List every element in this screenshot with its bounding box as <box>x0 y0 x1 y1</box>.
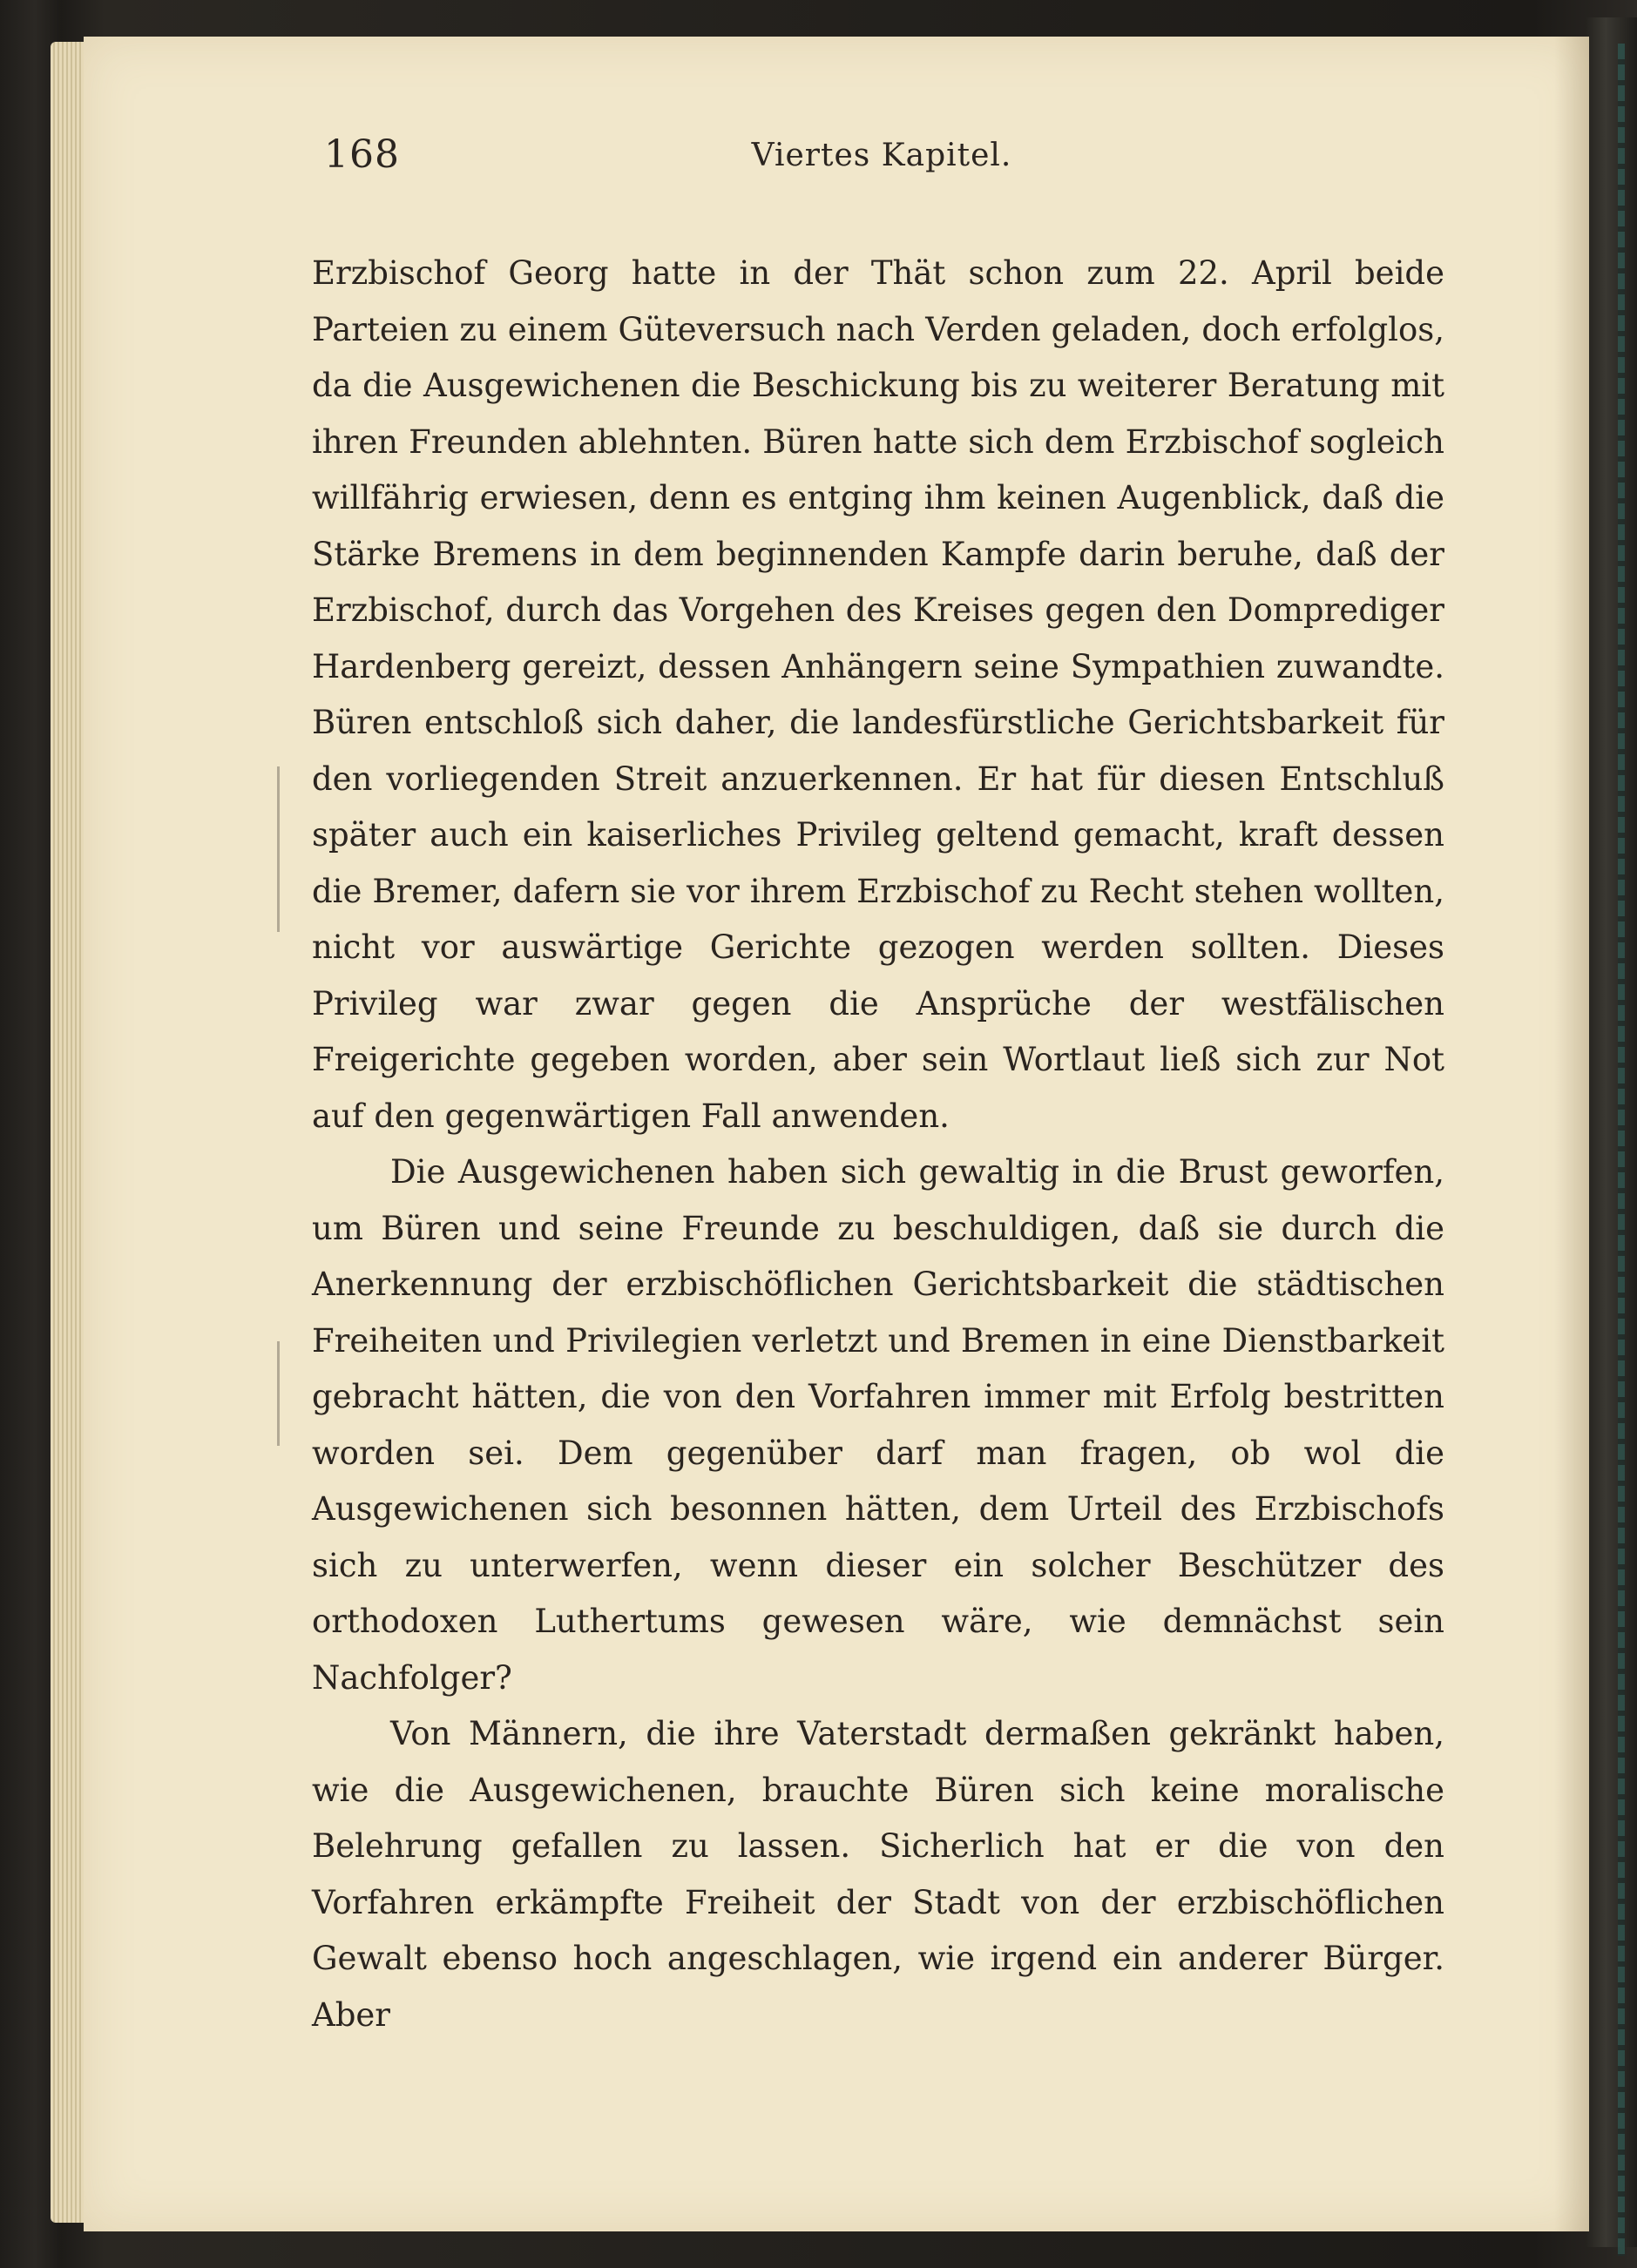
page-body <box>312 246 1444 2043</box>
paragraph-1: Erzbischof Georg hatte in der Thät schon zum 22. April beide Parteien zu einem Güteversuch nach Verden geladen, doch erfolglos, da die Ausgewichenen die Beschickung bis zu weiterer Beratung mit ihren Freunden ablehnten. Büren hatte sich dem Erzbischof sogleich willfährig erwiesen, denn es entging ihm keinen Augenblick, daß die Stärke Bremens in dem beginnenden Kampfe darin beruhe, daß der Erzbischof, durch das Vorgehen des Kreises gegen den Domprediger Hardenberg gereizt, dessen Anhängern seine Sympathien zuwandte. Büren entschloß sich daher, die landesfürstliche Gerichtsbarkeit für den vorliegenden Streit anzuerkennen. Er hat für diesen Entschluß später auch ein kaiserliches Privileg geltend gemacht, kraft dessen die Bremer, dafern sie vor ihrem Erzbischof zu Recht stehen wollten, nicht vor auswärtige Gerichte gezogen werden sollten. Dieses Privileg war zwar gegen die Ansprüche der westfälischen Freigerichte gegeben worden, aber sein Wortlaut ließ sich zur Not auf den gegenwärtigen Fall anwenden. <box>312 254 1444 1135</box>
paragraph-3: Von Männern, die ihre Vaterstadt dermaßen gekränkt haben, wie die Ausgewichenen, brauchte Büren sich keine moralische Belehrung gefallen zu lassen. Sicherlich hat er die von den Vorfahren erkämpfte Freiheit der Stadt von der erzbischöflichen Gewalt ebenso hoch angeschlagen, wie irgend ein anderer Bürger. Aber <box>312 1715 1444 2034</box>
page-number: 168 <box>324 132 400 177</box>
book-cover-right-edge <box>1585 17 1637 2247</box>
pencil-margin-mark <box>277 766 280 932</box>
running-head: Viertes Kapitel. <box>751 138 1012 173</box>
binding-strip <box>1618 44 1625 2256</box>
paragraph-2: Die Ausgewichenen haben sich gewaltig in die Brust geworfen, um Büren und seine Freunde zu beschuldigen, daß sie durch die Anerkennung der erzbischöflichen Gerichtsbarkeit die städtischen Freiheiten und Privilegien verletzt und Bremen in eine Dienstbarkeit gebracht hätten, die von den Vorfahren immer mit Erfolg bestritten worden sei. Dem gegenüber darf man fragen, ob wol die Ausgewichenen sich besonnen hätten, dem Urteil des Erzbischofs sich zu unterwerfen, wenn dieser ein solcher Beschützer des orthodoxen Luthertums gewesen wäre, wie demnächst sein Nachfolger? <box>312 1153 1444 1697</box>
page-header <box>324 132 1439 193</box>
pencil-margin-mark <box>277 1341 280 1446</box>
